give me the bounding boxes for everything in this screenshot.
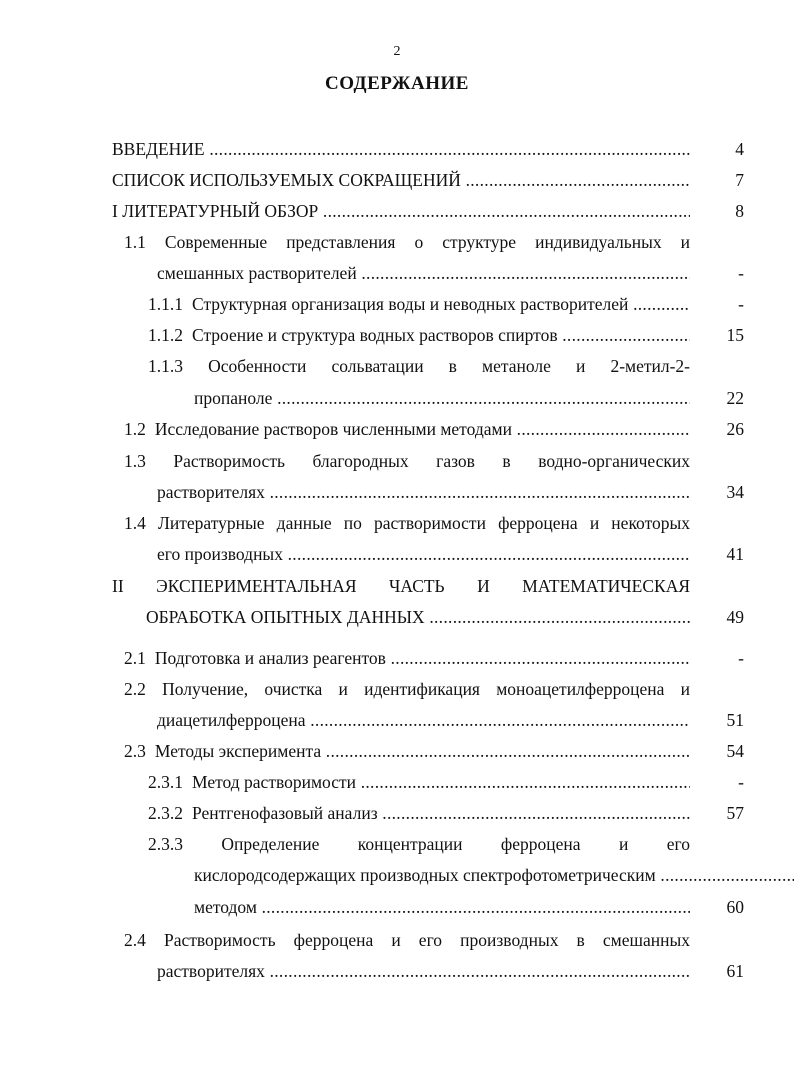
toc-entry-continuation <box>194 894 690 920</box>
toc-entry-label: кислородсодержащих производных спектрофотометрическим <box>194 865 656 885</box>
toc-entry-label: I ЛИТЕРАТУРНЫЙ ОБЗОР <box>112 201 319 221</box>
toc-entry-number: 2.3.2 <box>148 803 183 823</box>
toc-entry-number: 1.3 <box>124 451 146 471</box>
toc-entry-label: методом <box>194 897 257 917</box>
toc-entry-number: 1.1 <box>124 232 146 252</box>
toc-entry <box>148 800 690 826</box>
toc-entry <box>148 291 690 317</box>
toc-entry-label: смешанных растворителей <box>157 263 357 283</box>
toc-entry <box>148 353 690 379</box>
toc-entry-label: его производных <box>157 544 283 564</box>
toc-entry-number: 2.4 <box>124 930 146 950</box>
toc-page-ref: - <box>738 772 744 792</box>
toc-entry <box>124 738 690 764</box>
toc-entry-number: 2.2 <box>124 679 146 699</box>
toc-page-ref: 51 <box>726 710 744 730</box>
toc-entry <box>148 322 690 348</box>
page-title: СОДЕРЖАНИЕ <box>325 73 469 94</box>
toc-entry-label: Особенности сольватации в метаноле и 2-метил-2- <box>208 356 691 376</box>
toc-page-ref: 8 <box>735 201 744 221</box>
toc-entry-label: растворителях <box>157 482 265 502</box>
toc-entry-label: Метод растворимости <box>192 772 357 792</box>
toc-entry-label: Определение концентрации ферроцена и его <box>221 834 691 854</box>
toc-entry-continuation <box>194 385 690 411</box>
toc-entry <box>124 676 690 702</box>
toc-entry <box>112 167 690 193</box>
toc-page-ref: 34 <box>726 482 744 502</box>
toc-entry-number: 2.3.1 <box>148 772 183 792</box>
toc-entry-number: 1.1.2 <box>148 325 183 345</box>
toc-entry-label: Методы эксперимента <box>154 741 322 761</box>
toc-entry-number: 1.2 <box>124 419 146 439</box>
toc-entry-label: ВВЕДЕНИЕ <box>112 139 205 159</box>
toc-entry <box>124 927 690 953</box>
toc-page-ref: - <box>738 263 744 283</box>
toc-entry <box>124 448 690 474</box>
toc-entry <box>112 136 690 162</box>
toc-entry-label: диацетилферроцена <box>157 710 306 730</box>
toc-page-ref: 61 <box>726 961 744 981</box>
toc-page-ref: 4 <box>735 139 744 159</box>
toc-entry-continuation <box>146 604 690 630</box>
toc-page-ref: 15 <box>726 325 744 345</box>
toc-entry-label: Строение и структура водных растворов спиртов <box>192 325 558 345</box>
toc-entry-continuation <box>157 541 690 567</box>
toc-entry-number: 1.1.3 <box>148 356 183 376</box>
toc-page-ref: - <box>738 648 744 668</box>
page-number: 2 <box>393 44 401 59</box>
toc-entry-continuation <box>157 707 690 733</box>
toc-entry-label: Растворимость ферроцена и его производных в смешанных <box>163 930 690 950</box>
toc-entry-label: Исследование растворов численными методами <box>154 419 512 439</box>
toc-page-ref: - <box>738 294 744 314</box>
toc-entry <box>124 416 690 442</box>
toc-entry-label: ОБРАБОТКА ОПЫТНЫХ ДАННЫХ <box>146 607 425 627</box>
toc-page-ref: 26 <box>726 419 744 439</box>
toc-entry-number: 2.3 <box>124 741 146 761</box>
toc-page-ref: 49 <box>726 607 744 627</box>
toc-page-ref: 57 <box>726 803 744 823</box>
toc-entry <box>148 831 690 857</box>
toc-page-ref: 60 <box>726 897 744 917</box>
toc-entry-label: Растворимость благородных газов в водно-органических <box>173 451 690 471</box>
toc-entry-label: ЭКСПЕРИМЕНТАЛЬНАЯ ЧАСТЬ И МАТЕМАТИЧЕСКАЯ <box>156 576 690 596</box>
toc-entry-label: СПИСОК ИСПОЛЬЗУЕМЫХ СОКРАЩЕНИЙ <box>112 170 461 190</box>
toc-entry-label: Подготовка и анализ реагентов <box>154 648 386 668</box>
toc-entry-label: Получение, очистка и идентификация моноацетилферроцена и <box>162 679 690 699</box>
toc-entry-number: 2.3.3 <box>148 834 183 854</box>
toc-page-ref: 41 <box>726 544 744 564</box>
toc-entry-continuation <box>157 260 690 286</box>
toc-entry-number: II <box>112 576 124 596</box>
toc-entry-number: 2.1 <box>124 648 146 668</box>
toc-page-ref: 54 <box>726 741 744 761</box>
toc-entry-label: Рентгенофазовый анализ <box>192 803 378 823</box>
toc-entry-label: растворителях <box>157 961 265 981</box>
toc-entry-label: Структурная организация воды и неводных растворителей <box>192 294 629 314</box>
toc-entry-label: пропаноле <box>194 388 273 408</box>
toc-entry <box>124 510 690 536</box>
toc-entry-number: 1.4 <box>124 513 146 533</box>
toc-page-ref: 22 <box>726 388 744 408</box>
toc-entry <box>112 573 690 599</box>
toc-entry-continuation <box>194 862 690 888</box>
toc-entry-continuation <box>157 958 690 984</box>
toc-entry-number: 1.1.1 <box>148 294 183 314</box>
toc-entry <box>124 645 690 671</box>
toc-entry-continuation <box>157 479 690 505</box>
toc-entry <box>112 198 690 224</box>
toc-entry <box>148 769 690 795</box>
toc-entry-label: Литературные данные по растворимости ферроцена и некоторых <box>158 513 691 533</box>
toc-entry <box>124 229 690 255</box>
toc-entry-label: Современные представления о структуре индивидуальных и <box>164 232 691 252</box>
toc-page-ref: 7 <box>735 170 744 190</box>
